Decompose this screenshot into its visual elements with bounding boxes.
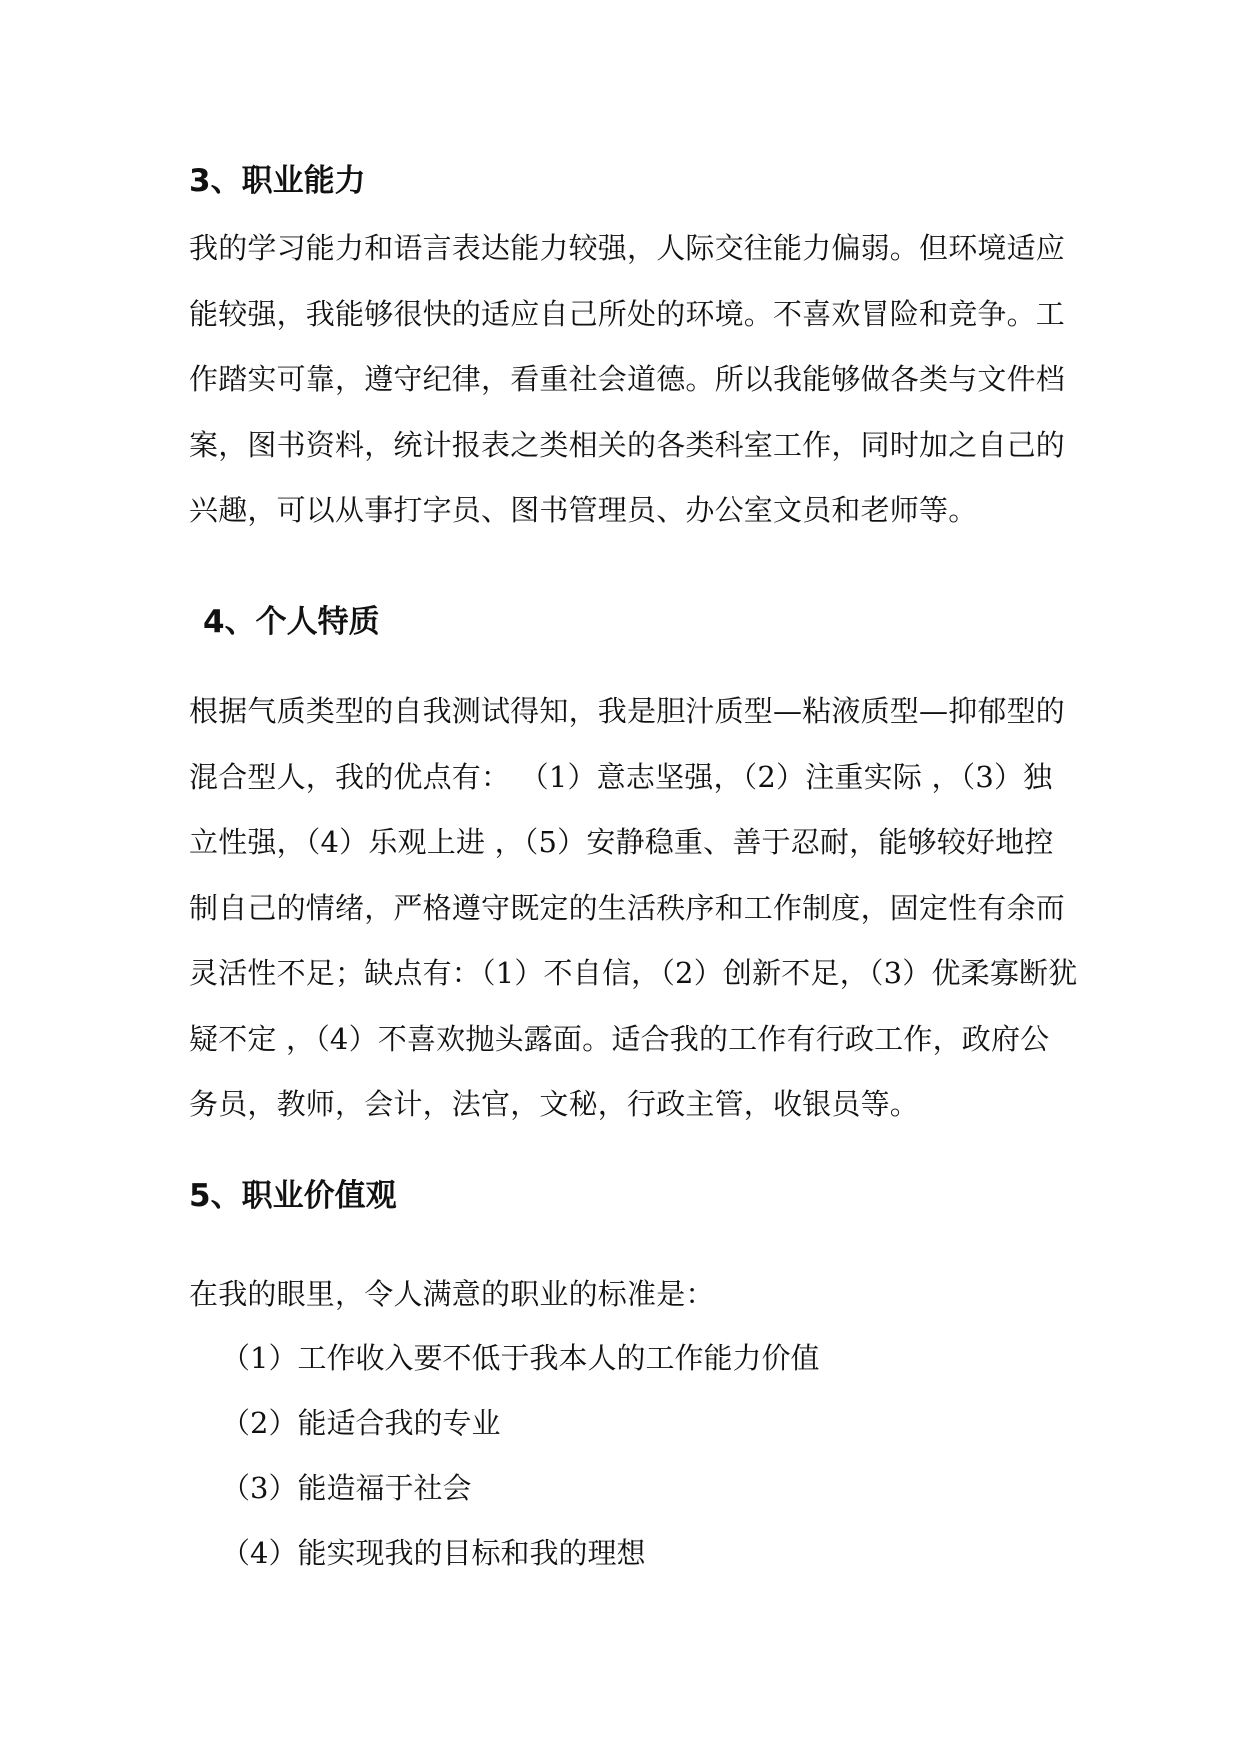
paragraph-line: 我的学习能力和语言表达能力较强，人际交往能力偏弱。但环境适应 <box>189 231 1066 265</box>
list-item: （1）工作收入要不低于我本人的工作能力价值 <box>221 1341 820 1375</box>
paragraph-line: 兴趣，可以从事打字员、图书管理员、办公室文员和老师等。 <box>189 493 978 527</box>
personal-traits-paragraph <box>189 679 1078 1138</box>
career-ability-paragraph <box>189 216 1066 544</box>
paragraph-line: 案，图书资料，统计报表之类相关的各类科室工作，同时加之自己的 <box>189 427 1066 462</box>
paragraph-line: 作踏实可靠，遵守纪律，看重社会道德。所以我能够做各类与文件档 <box>189 362 1066 396</box>
paragraph-line: 能较强，我能够很快的适应自己所处的环境。不喜欢冒险和竞争。工 <box>189 296 1066 331</box>
section-heading-career-ability: 3、职业能力 <box>189 163 366 199</box>
list-item: （2）能适合我的专业 <box>221 1406 501 1440</box>
paragraph-line: 立性强，（4）乐观上进 ，（5）安静稳重、善于忍耐，能够较好地控 <box>189 825 1054 859</box>
paragraph-line: 制自己的情绪，严格遵守既定的生活秩序和工作制度，固定性有余而 <box>189 890 1066 925</box>
section-heading-career-values: 5、职业价值观 <box>189 1178 397 1214</box>
paragraph-line: 混合型人，我的优点有： （1）意志坚强，（2）注重实际 ，（3）独 <box>189 759 1053 794</box>
career-values-list <box>221 1326 819 1586</box>
paragraph-line: 疑不定 ，（4）不喜欢抛头露面。适合我的工作有行政工作，政府公 <box>189 1021 1050 1056</box>
paragraph-line: 务员，教师，会计，法官，文秘，行政主管，收银员等。 <box>189 1087 920 1121</box>
career-values-intro <box>189 1262 1059 1328</box>
list-item: （3）能造福于社会 <box>221 1471 472 1505</box>
list-item: （4）能实现我的目标和我的理想 <box>221 1536 646 1570</box>
paragraph-line: 在我的眼里，令人满意的职业的标准是： <box>189 1277 715 1311</box>
paragraph-line: 灵活性不足；缺点有：（1）不自信，（2）创新不足，（3）优柔寡断犹 <box>189 956 1078 990</box>
section-heading-personal-traits: 4、个人特质 <box>203 604 380 640</box>
paragraph-line: 根据气质类型的自我测试得知，我是胆汁质型—粘液质型—抑郁型的 <box>189 694 1066 728</box>
